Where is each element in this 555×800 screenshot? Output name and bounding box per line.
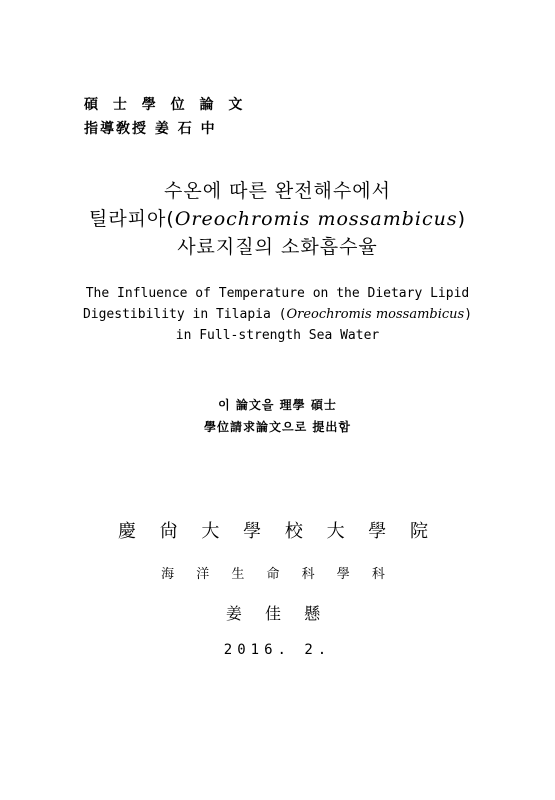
university-name: 慶 尙 大 學 校 大 學 院	[117, 521, 438, 542]
department-name: 海 洋 生 命 科 學 科	[161, 567, 394, 582]
korean-title-species: Oreochromis mossambicus	[174, 208, 458, 230]
english-title-prefix: Digestibility in Tilapia (	[82, 307, 287, 322]
degree-label: 碩 士 學 位 論 文	[84, 97, 248, 113]
korean-title-line-2	[0, 204, 555, 231]
submission-statement-line-2: 學位請求論文으로 提出함	[204, 420, 351, 434]
submission-statement-line-1: 이 論文을 理學 碩士	[218, 398, 337, 412]
advisor-label: 指導敎授 姜 石 中	[84, 121, 217, 137]
korean-title-suffix: )	[457, 208, 467, 230]
english-title-line-3: in Full-strength Sea Water	[175, 328, 380, 343]
english-title-line-1: The Influence of Temperature on the Dietary Lipid	[85, 286, 470, 301]
korean-title-line-3: 사료지질의 소화흡수율	[177, 236, 378, 258]
korean-title-prefix: 틸라피아(	[88, 208, 175, 230]
english-title-species: Oreochromis mossambicus	[286, 307, 465, 322]
author-name: 姜 佳 懸	[225, 604, 330, 623]
english-title-suffix: )	[464, 307, 473, 322]
submission-date: 2016. 2.	[223, 642, 332, 658]
english-title-line-2	[0, 307, 555, 322]
korean-title-line-1: 수온에 따른 완전해수에서	[164, 180, 391, 202]
